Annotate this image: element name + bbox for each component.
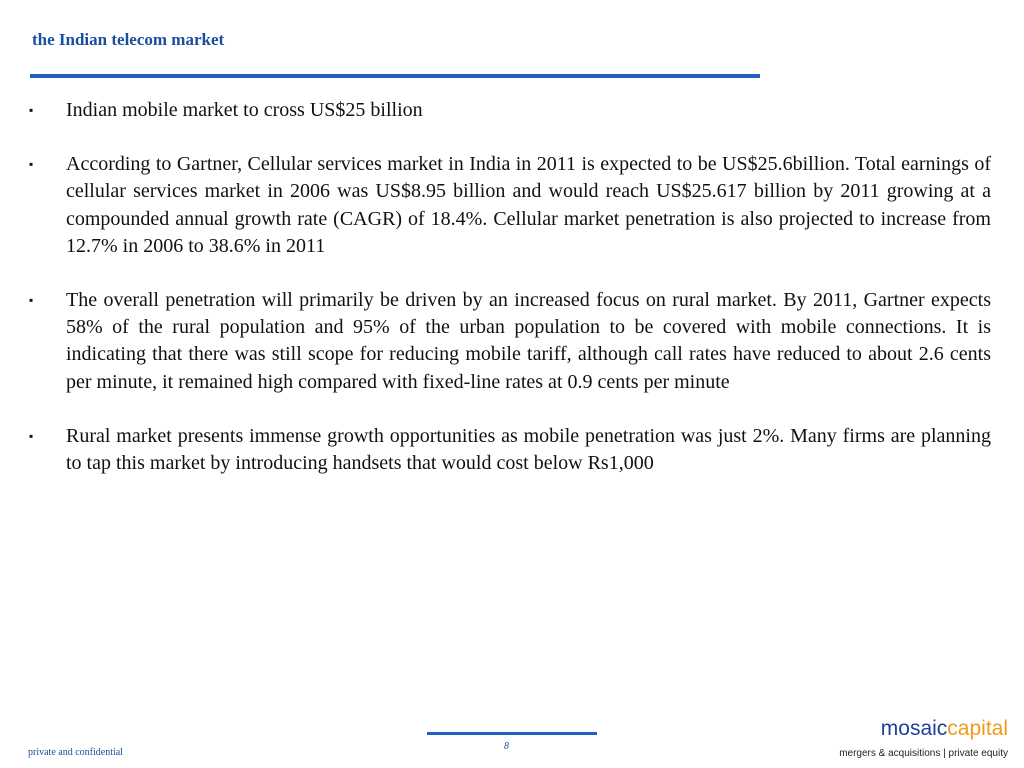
bullet-item: [28, 423, 991, 477]
bullet-item: [28, 151, 991, 260]
logo-mosaic-text: mosaic: [880, 717, 948, 740]
logo-capital-text: capital: [947, 717, 1008, 740]
bullet-marker-icon: ▪: [29, 157, 34, 172]
bullet-text: Rural market presents immense growth opportunities as mobile penetration was just 2%. Many firms are planning to tap this market by introducing handsets that would cost below Rs1,000: [66, 424, 991, 475]
confidential-label: private and confidential: [28, 747, 123, 758]
bullet-text: According to Gartner, Cellular services market in India in 2011 is expected to be US$25.6billion. Total earnings of cellular services market in 2006 was US$8.95 billion and would reach US$25.617 billion by 2011 growing at a compounded annual growth rate (CAGR) of 18.4%. Cellular market penetration is also projected to increase from 12.7% in 2006 to 38.6% in 2011: [66, 153, 991, 257]
company-logo: [881, 717, 1008, 741]
bullet-item: [28, 287, 991, 396]
title-underline: [30, 74, 760, 78]
footer-rule: [427, 732, 597, 735]
bullet-text: The overall penetration will primarily be driven by an increased focus on rural market. By 2011, Gartner expects 58% of the rural population and 95% of the urban population to be covered with mobile connections. It is indicating that there was still scope for reducing mobile tariff, although call rates have reduced to about 2.6 cents per minute, it remained high compared with fixed-line rates at 0.9 cents per minute: [66, 289, 991, 393]
page-number: 8: [504, 741, 509, 752]
bullet-marker-icon: ▪: [29, 428, 34, 443]
slide-title: the Indian telecom market: [32, 30, 225, 49]
bullet-marker-icon: ▪: [29, 103, 34, 117]
bullet-marker-icon: ▪: [29, 293, 34, 308]
bullet-list: [28, 97, 991, 504]
bullet-item: [28, 97, 991, 124]
company-tagline: mergers & acquisitions | private equity: [839, 748, 1008, 759]
bullet-text: Indian mobile market to cross US$25 billion: [66, 99, 423, 121]
